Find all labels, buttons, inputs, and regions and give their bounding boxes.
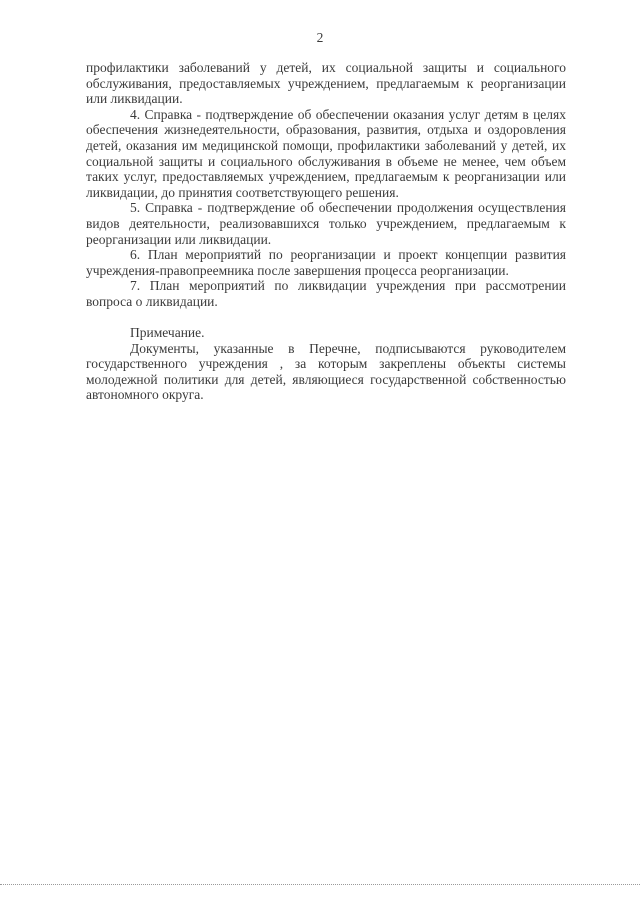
scan-edge-line — [0, 884, 640, 885]
page-number: 2 — [316, 30, 324, 45]
paragraph-continuation: профилактики заболеваний у детей, их социальной защиты и социального обслуживания, предоставляемых учреждением, предлагаемым к реорганизации или ликвидации. — [86, 60, 566, 107]
note-heading: Примечание. — [130, 325, 205, 341]
paragraph-spacer — [86, 310, 566, 326]
paragraph-item-4: 4. Справка - подтверждение об обеспечении оказания услуг детям в целях обеспечения жизнедеятельности, образования, развития, отдыха и оздоровления детей, оказания им медицинской помощи, профилактики заболеваний у детей, их социальной защиты и социального обслуживания в объеме не менее, чем объем таких услуг, предоставляемых учреждением, предлагаемым к реорганизации или ликвидации, до принятия соответствующего решения. — [86, 106, 566, 200]
paragraph-item-7: 7. План мероприятий по ликвидации учреждения при рассмотрении вопроса о ликвидации. — [86, 278, 566, 309]
paragraph-item-6: 6. План мероприятий по реорганизации и проект концепции развития учреждения-правопреемника после завершения процесса реорганизации. — [86, 247, 566, 278]
note-text: Документы, указанные в Перечне, подписываются руководителем государственного учреждения , за которым закреплены объекты системы молодежной политики для детей, являющиеся государственной собственностью автономного округа. — [86, 340, 566, 403]
paragraph-item-5: 5. Справка - подтверждение об обеспечении продолжения осуществления видов деятельности, реализовавшихся только учреждением, предлагаемым к реорганизации или ликвидации. — [86, 200, 566, 247]
document-body — [86, 60, 566, 403]
